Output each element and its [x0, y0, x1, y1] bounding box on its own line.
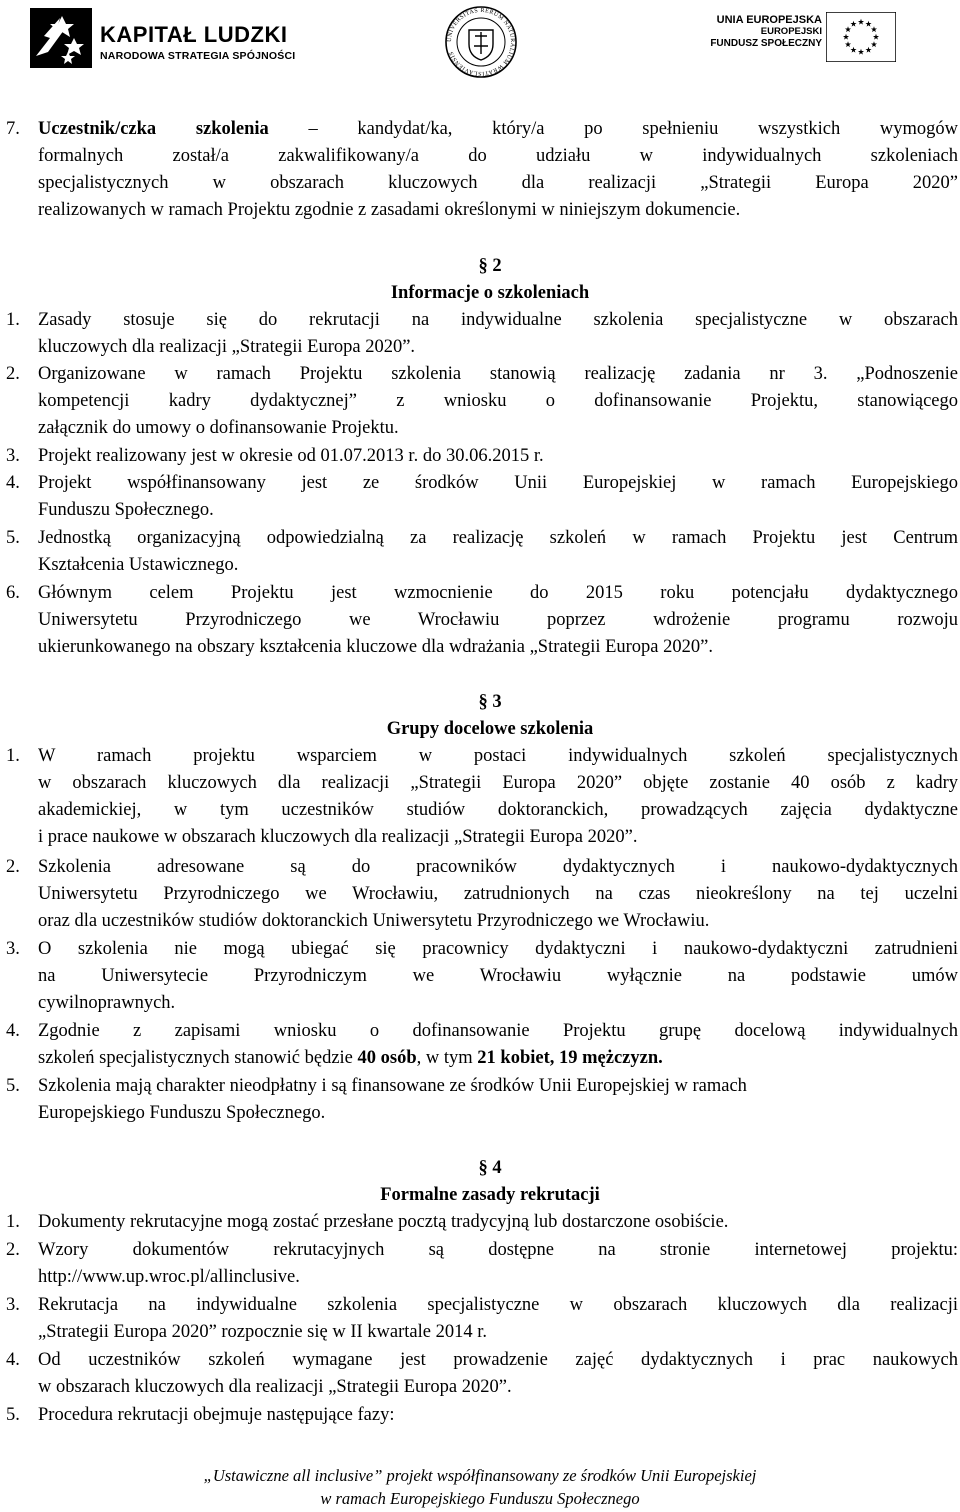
s2-item-2: 2. Organizowane w ramach Projektu szkolenia stanowią realizację zadania nr 3. „Podnoszenie kompetencji kadry dydaktycznej” z wniosku o dofinansowanie Projektu, stanowiącego załącznik do umowy o dofinansowanie Projektu. [6, 364, 958, 438]
kapital-ludzki-title: KAPITAŁ LUDZKI [100, 22, 288, 47]
footer-line-2: w ramach Europejskiego Funduszu Społecznego [320, 1489, 640, 1508]
participants-breakdown: 21 kobiet, 19 mężczyzn. [477, 1048, 663, 1068]
kapital-ludzki-emblem-icon [30, 8, 92, 68]
eu-logo [712, 12, 932, 64]
s2-item-5: 5. Jednostką organizacyjną odpowiedzialną za realizację szkoleń w ramach Projektu jest Centrum Kształcenia Ustawicznego. [6, 528, 958, 575]
project-url: http://www.up.wroc.pl/allinclusive. [38, 1267, 300, 1287]
s2-item-1: 1. Zasady stosuje się do rekrutacji na indywidualne szkolenia specjalistyczne w obszarach kluczowych dla realizacji „Strategii Europa 2020”. [6, 310, 958, 357]
section-4-title: Formalne zasady rekrutacji [380, 1185, 600, 1205]
s3-item-5: 5. Szkolenia mają charakter nieodpłatny i są finansowane ze środków Unii Europejskiej w ramach Europejskiego Funduszu Społecznego. [6, 1076, 747, 1123]
definition-item-7: 7. Uczestnik/czka szkolenia – kandydat/ka, który/a po spełnieniu wszystkich wymogów formalnych został/a zakwalifikowany/a do udziału w indywidualnych szkoleniach specjalistycznych w obszarach kluczowych dla realizacji „Strategii Europa 2020” realizowanych w ramach Projektu zgodnie z zasadami określonymi w niniejszym dokumencie. [38, 116, 958, 224]
university-seal-text: UNIVERSITAS RERUM NATURALIUM WRATISLAVIENSIS [446, 7, 516, 77]
s4-item-4: 4. Od uczestników szkoleń wymagane jest prowadzenie zajęć dydaktycznych i prac naukowych w obszarach kluczowych dla realizacji „Strategii Europa 2020”. [6, 1350, 958, 1397]
defined-term: Uczestnik/czka szkolenia [38, 119, 269, 139]
item-number: 7. [6, 119, 20, 139]
s2-item-6: 6. Głównym celem Projektu jest wzmocnienie do 2015 roku potencjału dydaktycznego Uniwersytetu Przyrodniczego we Wrocławiu poprzez wdrożenie programu rozwoju ukierunkowanego na obszary kształcenia kluczowe dla wdrażania „Strategii Europa 2020”. [6, 583, 958, 657]
footer-line-1: „Ustawiczne all inclusive” projekt współfinansowany ze środków Unii Europejskiej [203, 1466, 757, 1485]
s3-item-4: 4. Zgodnie z zapisami wniosku o dofinansowanie Projektu grupę docelową indywidualnych szkoleń specjalistycznych stanowić będzie 40 osób, w tym 21 kobiet, 19 mężczyzn. [6, 1021, 958, 1068]
s4-item-5: 5. Procedura rekrutacji obejmuje następujące fazy: [6, 1405, 395, 1425]
s2-item-4: 4. Projekt współfinansowany jest ze środków Unii Europejskiej w ramach Europejskiego Funduszu Społecznego. [6, 473, 958, 520]
eu-name: UNIA EUROPEJSKA [716, 14, 822, 26]
logo-bar [0, 0, 960, 80]
section-2-symbol: § 2 [478, 256, 502, 276]
s3-item-3: 3. O szkolenia nie mogą ubiegać się pracownicy dydaktyczni i naukowo-dydaktyczni zatrudnieni na Uniwersytecie Przyrodniczym we Wrocławiu wyłącznie na podstawie umów cywilnoprawnych. [6, 939, 958, 1013]
eu-fund-line2: FUNDUSZ SPOŁECZNY [710, 38, 822, 49]
s4-item-2: 2. Wzory dokumentów rekrutacyjnych są dostępne na stronie internetowej projektu: http://www.up.wroc.pl/allinclusive. [38, 1237, 958, 1291]
section-2-title: Informacje o szkoleniach [390, 283, 590, 303]
eu-flag-icon [826, 12, 896, 62]
section-3-title: Grupy docelowe szkolenia [386, 719, 594, 739]
section-4-symbol: § 4 [478, 1158, 502, 1178]
s3-item-2: 2. Szkolenia adresowane są do pracowników dydaktycznych i naukowo-dydaktycznych Uniwersytetu Przyrodniczego we Wrocławiu, zatrudnionych na czas nieokreślony na tej uczelni oraz dla uczestników studiów doktoranckich Uniwersytetu Przyrodniczego we Wrocławiu. [6, 857, 958, 931]
kapital-ludzki-subtitle: NARODOWA STRATEGIA SPÓJNOŚCI [100, 50, 296, 62]
eu-fund-line1: EUROPEJSKI [760, 26, 822, 37]
s4-item-3: 3. Rekrutacja na indywidualne szkolenia specjalistyczne w obszarach kluczowych dla realizacji „Strategii Europa 2020” rozpocznie się w II kwartale 2014 r. [6, 1295, 958, 1342]
s2-item-3: 3. Projekt realizowany jest w okresie od 01.07.2013 r. do 30.06.2015 r. [6, 446, 544, 466]
kapital-ludzki-logo [30, 8, 296, 68]
university-seal-icon [437, 4, 525, 80]
section-3-symbol: § 3 [478, 692, 502, 712]
s3-item-1: 1. W ramach projektu wsparciem w postaci indywidualnych szkoleń specjalistycznych w obszarach kluczowych dla realizacji „Strategii Europa 2020” objęte zostanie 40 osób z kadry akademickiej, w tym uczestników studiów doktoranckich, prowadzących zajęcia dydaktyczne i prace naukowe w obszarach kluczowych dla realizacji „Strategii Europa 2020”. [6, 746, 958, 847]
participants-total: 40 osób [357, 1048, 417, 1068]
s4-item-1: 1. Dokumenty rekrutacyjne mogą zostać przesłane pocztą tradycyjną lub dostarczone osobiście. [6, 1212, 729, 1232]
